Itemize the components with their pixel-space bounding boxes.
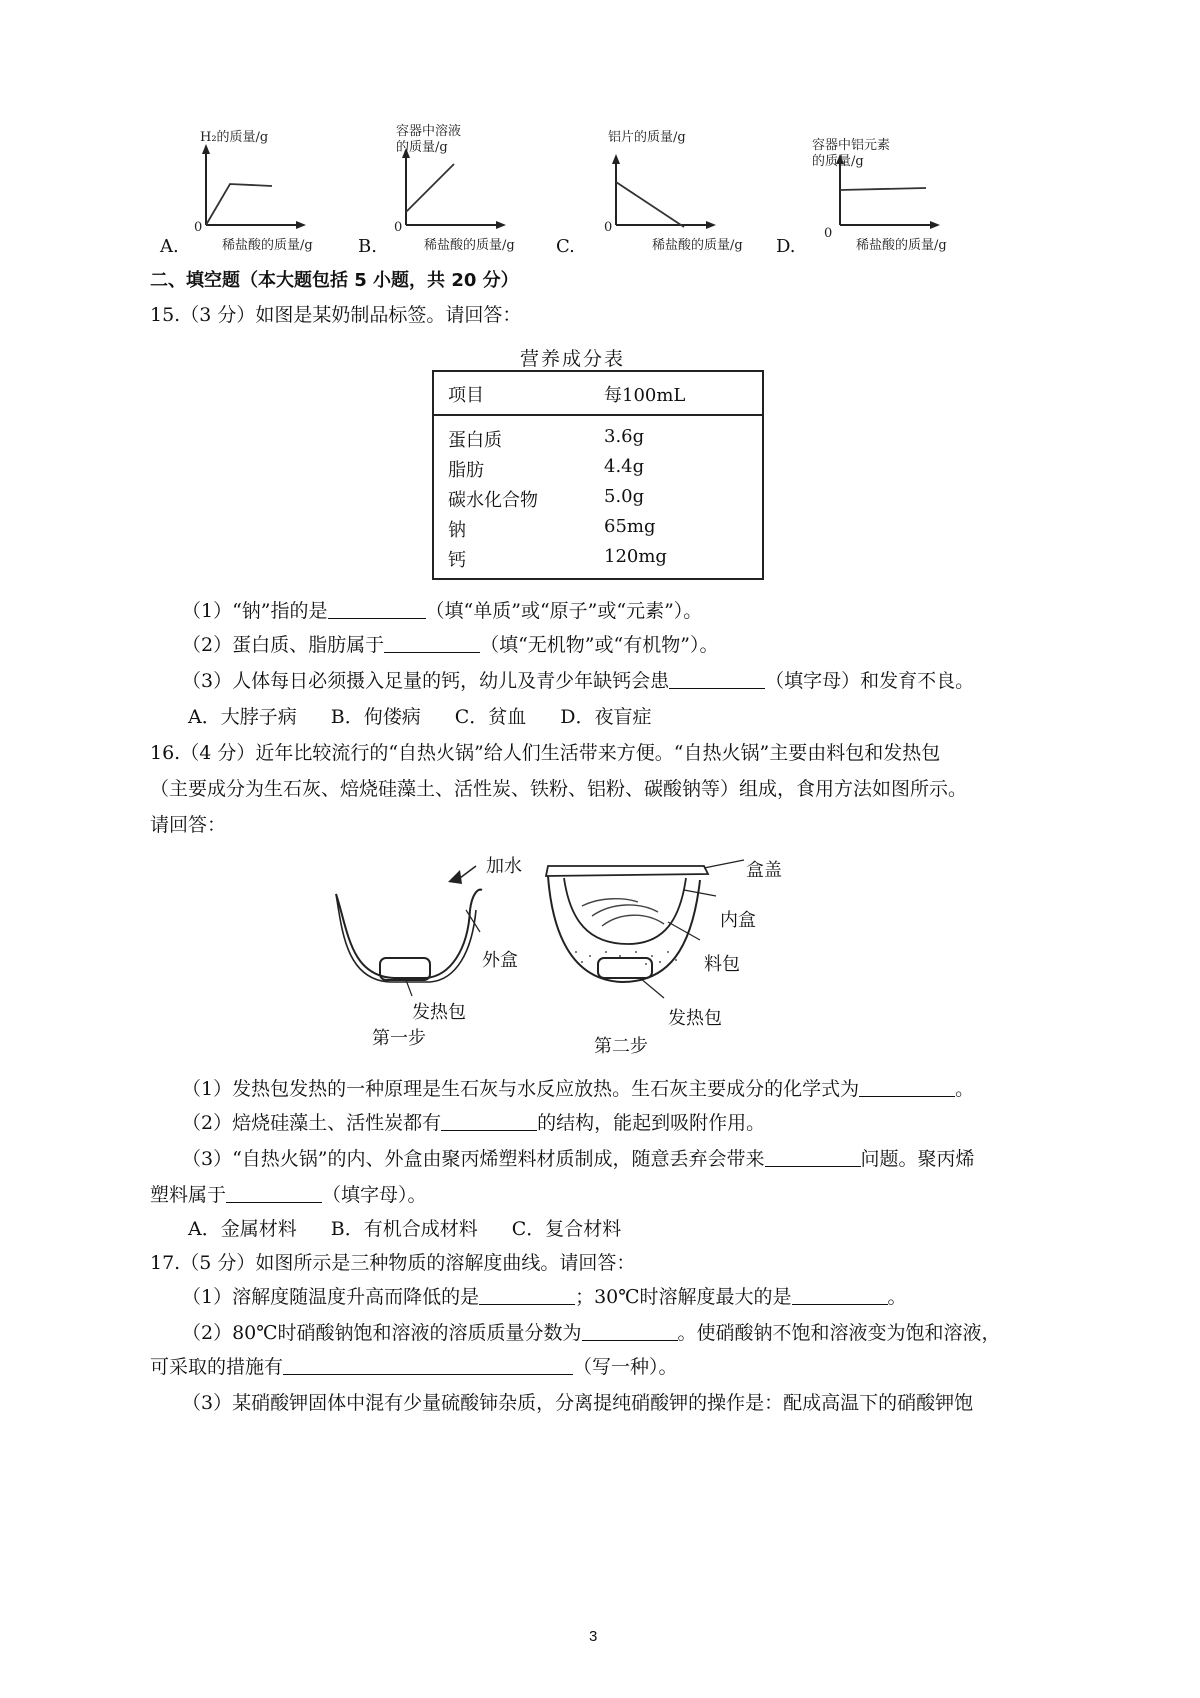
nutrition-row-name: 脂肪 [448,460,484,481]
q16-part3 [182,1146,975,1172]
graph-d [800,120,1040,260]
q15-part2 [182,632,718,658]
nutrition-row-value: 120mg [604,546,667,567]
q15-blank-2[interactable] [384,632,480,653]
option-c-letter: C. [556,236,575,257]
q17-part1-text: （1）溶解度随温度升高而降低的是 [182,1286,480,1308]
graph-d-ylabel-2: 的质量/g [812,154,864,169]
q15-part1-text: （1）“钠”指的是 [182,600,328,622]
q16-blank-1[interactable] [859,1076,955,1097]
q16-part2-text: （2）焙烧硅藻土、活性炭都有 [182,1112,442,1134]
q16-blank-2[interactable] [441,1110,537,1131]
q17-blank-1[interactable] [479,1284,575,1305]
q15-option-a: A．大脖子病 [188,706,297,728]
q16-blank-3[interactable] [765,1146,861,1167]
q17-part1-end: 。 [887,1286,907,1308]
graph-c-ylabel: 铝片的质量/g [608,130,686,145]
q16-part3-text2: 塑料属于 [150,1184,227,1206]
food-shape [582,899,664,926]
graph-b-origin: 0 [394,220,403,235]
q16-stem-2: （主要成分为生石灰、焙烧硅藻土、活性炭、铁粉、铝粉、碳酸钠等）组成，食用方法如图所示。 [150,778,968,800]
label-lid: 盒盖 [746,860,782,881]
q17-part2-hint: （写一种）。 [573,1356,678,1378]
graph-d-ylabel-1: 容器中铝元素 [812,138,891,153]
q16-part1-end: 。 [955,1078,975,1100]
nutrition-header-item: 项目 [448,385,484,406]
q16-option-c: C．复合材料 [511,1218,622,1240]
q15-options [188,704,651,730]
q17-part2-line2 [150,1354,678,1380]
outer-box-shape [336,890,482,978]
label-heat-pack-2: 发热包 [668,1008,722,1029]
q15-part2-hint: （填“无机物”或“有机物”）。 [480,634,719,656]
graph-b-ylabel-1: 容器中溶液 [396,124,462,139]
nutrition-table-header [434,372,762,416]
q16-part3-text: （3）“自热火锅”的内、外盒由聚丙烯塑料材质制成，随意丢弃会带来 [182,1148,765,1170]
nutrition-table-title: 营养成分表 [520,348,626,370]
graph-d-origin: 0 [824,226,833,241]
graph-b-xlabel: 稀盐酸的质量/g [424,238,515,253]
q17-part3: （3）某硝酸钾固体中混有少量硫酸铈杂质，分离提纯硝酸钾的操作是：配成高温下的硝酸钾饱 [182,1392,974,1414]
q15-option-b: B．佝偻病 [330,706,421,728]
nutrition-header-per100: 每100mL [604,385,686,406]
nutrition-row-name: 钙 [448,550,466,571]
page-number: 3 [589,1628,598,1645]
label-food-pack: 料包 [704,954,740,975]
add-water-arrow-icon [448,870,462,884]
q16-part3-cont: 问题。聚丙烯 [860,1148,975,1170]
label-step-1: 第一步 [372,1028,426,1049]
q17-part2 [182,1320,1001,1346]
q15-part1-hint: （填“单质”或“原子”或“元素”）。 [425,600,703,622]
q17-blank-4[interactable] [283,1354,573,1375]
graph-a-ylabel: H₂的质量/g [200,130,269,145]
q17-part2-cont: 。使硝酸钠不饱和溶液变为饱和溶液， [677,1322,1001,1344]
heat-pack-2-shape [598,958,652,978]
nutrition-row-name: 钠 [448,520,466,541]
q16-options [188,1216,621,1242]
graph-c-origin: 0 [604,220,613,235]
inner-box-shape [564,878,686,944]
lid-shape [546,866,708,876]
q15-part3-text: （3）人体每日必须摄入足量的钙，幼儿及青少年缺钙会患 [182,670,670,692]
graph-a [150,120,390,260]
q15-stem: 15.（3 分）如图是某奶制品标签。请回答： [150,304,522,326]
q15-part3-hint: （填字母）和发育不良。 [765,670,975,692]
option-b-letter: B. [358,236,377,257]
q15-blank-1[interactable] [328,598,426,619]
option-a-letter: A. [160,236,179,257]
label-outer-box: 外盒 [482,950,518,971]
q16-part2 [182,1110,765,1136]
label-step-2: 第二步 [594,1036,648,1057]
q17-blank-3[interactable] [582,1320,678,1341]
q15-option-c: C．贫血 [454,706,527,728]
nutrition-row-value: 5.0g [604,486,645,507]
q17-part1-text2: ；30℃时溶解度最大的是 [575,1286,792,1308]
q17-part2-text: （2）80℃时硝酸钠饱和溶液的溶质质量分数为 [182,1322,582,1344]
q16-part2-end: 的结构，能起到吸附作用。 [537,1112,766,1134]
nutrition-row-name: 碳水化合物 [448,490,538,511]
label-add-water: 加水 [486,856,522,877]
q15-part1 [182,598,702,624]
q16-option-b: B．有机合成材料 [330,1218,478,1240]
q16-stem-3: 请回答： [150,814,227,836]
q15-part3 [182,668,974,694]
graph-a-origin: 0 [194,220,203,235]
q16-part3-hint: （填字母）。 [322,1184,427,1206]
q16-part3-line2 [150,1182,427,1208]
nutrition-row-name: 蛋白质 [448,430,502,451]
q16-part1 [182,1076,974,1102]
q16-option-a: A．金属材料 [188,1218,297,1240]
q17-stem: 17.（5 分）如图所示是三种物质的溶解度曲线。请回答： [150,1252,636,1274]
q15-part2-text: （2）蛋白质、脂肪属于 [182,634,385,656]
label-inner-box: 内盒 [720,910,756,931]
nutrition-table [432,370,764,580]
nutrition-row-value: 3.6g [604,426,645,447]
graph-a-xlabel: 稀盐酸的质量/g [222,238,313,253]
graph-c-xlabel: 稀盐酸的质量/g [652,238,743,253]
nutrition-row-value: 65mg [604,516,656,537]
option-d-letter: D. [776,236,796,257]
q16-part1-text: （1）发热包发热的一种原理是生石灰与水反应放热。生石灰主要成分的化学式为 [182,1078,860,1100]
graph-b-ylabel-2: 的质量/g [396,140,448,155]
section-2-title: 二、填空题（本大题包括 5 小题，共 20 分） [150,270,519,291]
q15-blank-3[interactable] [669,668,765,689]
q17-part1 [182,1284,907,1310]
graph-d-xlabel: 稀盐酸的质量/g [856,238,947,253]
q17-part2-text2: 可采取的措施有 [150,1356,284,1378]
label-heat-pack-1: 发热包 [412,1002,466,1023]
q15-option-d: D．夜盲症 [560,706,652,728]
q16-stem-1: 16.（4 分）近年比较流行的“自热火锅”给人们生活带来方便。“自热火锅”主要由料包和发热包 [150,742,941,764]
nutrition-row-value: 4.4g [604,456,645,477]
q16-blank-4[interactable] [226,1182,322,1203]
q17-blank-2[interactable] [792,1284,888,1305]
